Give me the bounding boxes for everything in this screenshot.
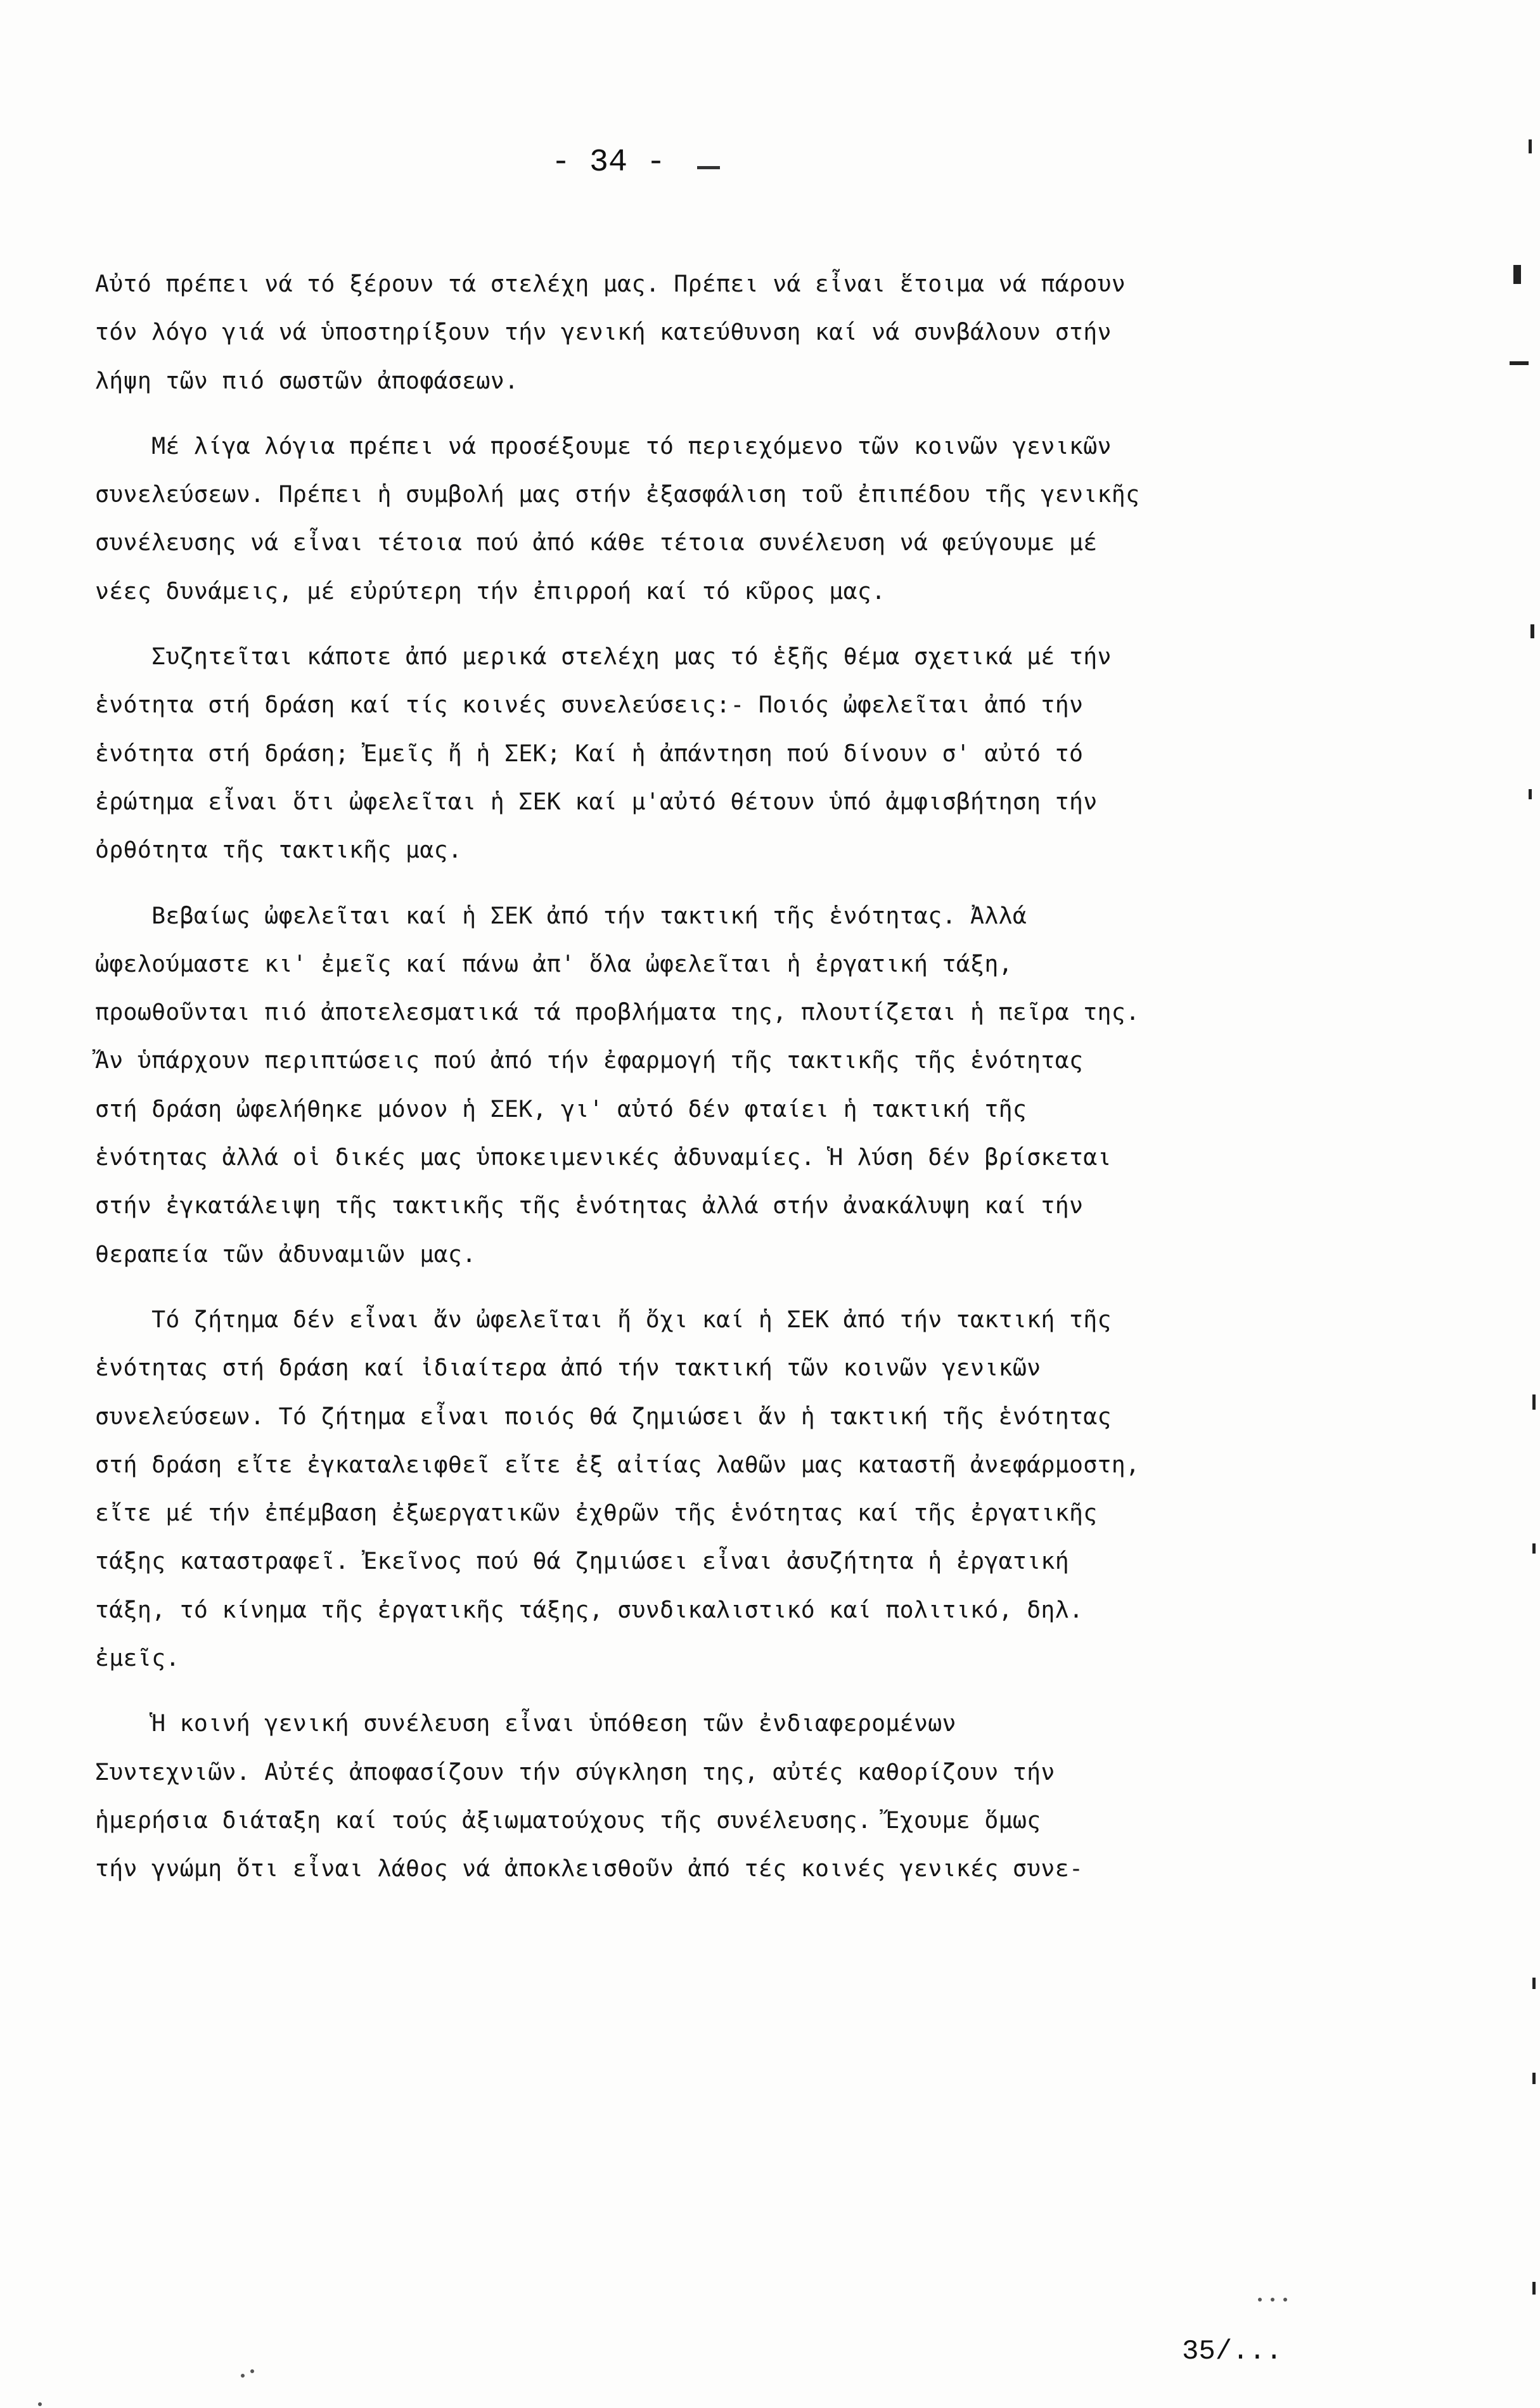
text-line: θεραπεία τῶν ἀδυναμιῶν μας. [95,1240,477,1268]
text-line: Συντεχνιῶν. Αὐτές ἀποφασίζουν τήν σύγκληση της, αὐτές καθορίζουν τήν [95,1758,1055,1786]
margin-mark [1532,2073,1536,2084]
margin-mark [1532,2282,1536,2295]
text-line: ὀρθότητα τῆς τακτικῆς μας. [95,836,463,864]
margin-mark [1532,1978,1536,1989]
body-text [95,260,1287,1893]
margin-mark [1530,624,1534,638]
margin-mark [1510,361,1529,365]
paragraph-gap [95,1682,1287,1699]
text-line: τόν λόγο γιά νά ὑποστηρίξουν τήν γενική κατεύθυνση καί νά συνβάλουν στήν [95,318,1112,346]
paragraph-gap [95,875,1287,892]
paragraph [95,633,1287,874]
text-line: λήψη τῶν πιό σωστῶν ἀποφάσεων. [95,366,519,394]
text-line: Ἡ κοινή γενική συνέλευση εἶναι ὑπόθεση τῶν ἐνδιαφερομένων [95,1709,956,1737]
scan-speck [1283,2298,1287,2302]
text-line: προωθοῦνται πιό ἀποτελεσματικά τά προβλήματα της, πλουτίζεται ἡ πεῖρα της. [95,998,1140,1026]
stray-dash-mark [697,166,720,169]
text-line: τάξης καταστραφεῖ. Ἐκεῖνος πού θά ζημιώσει εἶναι ἀσυζήτητα ἡ ἐργατική [95,1547,1069,1575]
text-line: ὠφελούμαστε κι' ἐμεῖς καί πάνω ἀπ' ὅλα ὠφελεῖται ἡ ἐργατική τάξη, [95,950,1013,977]
text-line: Συζητεῖται κάποτε ἀπό μερικά στελέχη μας τό ἑξῆς θέμα σχετικά μέ τήν [95,643,1112,671]
paragraph [95,892,1287,1278]
text-line: τήν γνώμη ὅτι εἶναι λάθος νά ἀποκλεισθοῦν ἀπό τές κοινές γενικές συνε- [95,1855,1084,1883]
text-line: τάξη, τό κίνημα τῆς ἐργατικῆς τάξης, συνδικαλιστικό καί πολιτικό, δηλ. [95,1595,1084,1623]
margin-mark [1532,1394,1536,1410]
scan-speck [241,2374,245,2378]
scan-speck [1258,2298,1262,2302]
page-number: - 34 - [551,145,666,181]
text-line: ἑνότητας στή δράση καί ἰδιαίτερα ἀπό τήν τακτική τῶν κοινῶν γενικῶν [95,1354,1041,1382]
margin-mark [1529,789,1532,799]
text-line: Βεβαίως ὠφελεῖται καί ἡ ΣΕΚ ἀπό τήν τακτική τῆς ἑνότητας. Ἀλλά [95,901,1027,929]
text-line: Τό ζήτημα δέν εἶναι ἄν ὠφελεῖται ἤ ὄχι καί ἡ ΣΕΚ ἀπό τήν τακτική τῆς [95,1305,1112,1333]
text-line: Μέ λίγα λόγια πρέπει νά προσέξουμε τό περιεχόμενο τῶν κοινῶν γενικῶν [95,432,1112,460]
margin-mark [1529,139,1532,153]
text-line: ἐμεῖς. [95,1644,180,1672]
paragraph [95,260,1287,405]
text-line: συνέλευσης νά εἶναι τέτοια πού ἀπό κάθε τέτοια συνέλευση νά φεύγουμε μέ [95,529,1098,557]
scan-speck [250,2369,254,2373]
text-line: εἴτε μέ τήν ἐπέμβαση ἐξωεργατικῶν ἐχθρῶν τῆς ἑνότητας καί τῆς ἐργατικῆς [95,1499,1098,1527]
text-line: ἐρώτημα εἶναι ὅτι ὠφελεῖται ἡ ΣΕΚ καί μ'αὐτό θέτουν ὑπό ἀμφισβήτηση τήν [95,787,1098,815]
paragraph-gap [95,615,1287,633]
paragraph [95,1699,1287,1893]
text-line: συνελεύσεων. Πρέπει ἡ συμβολή μας στήν ἐξασφάλιση τοῦ ἐπιπέδου τῆς γενικῆς [95,480,1140,508]
paragraph-gap [95,405,1287,422]
text-line: στή δράση εἴτε ἐγκαταλειφθεῖ εἴτε ἐξ αἰτίας λαθῶν μας καταστῆ ἀνεφάρμοστη, [95,1450,1140,1478]
paragraph [95,422,1287,615]
text-line: ἡμερήσια διάταξη καί τούς ἀξιωματούχους τῆς συνέλευσης. Ἔχουμε ὅμως [95,1806,1041,1834]
margin-mark [1513,265,1521,284]
text-line: στή δράση ὠφελήθηκε μόνον ἡ ΣΕΚ, γι' αὐτό δέν φταίει ἡ τακτική τῆς [95,1095,1027,1123]
continuation-marker: 35/... [1182,2336,1283,2367]
text-line: συνελεύσεων. Τό ζήτημα εἶναι ποιός θά ζημιώσει ἄν ἡ τακτική τῆς ἑνότητας [95,1402,1112,1430]
text-line: στήν ἐγκατάλειψη τῆς τακτικῆς τῆς ἑνότητας ἀλλά στήν ἀνακάλυψη καί τήν [95,1192,1084,1220]
text-line: ἑνότητας ἀλλά οἱ δικές μας ὑποκειμενικές ἀδυναμίες. Ἡ λύση δέν βρίσκεται [95,1143,1112,1171]
text-line: Αὐτό πρέπει νά τό ξέρουν τά στελέχη μας. Πρέπει νά εἶναι ἕτοιμα νά πάρουν [95,270,1126,297]
paragraph [95,1296,1287,1682]
scan-speck [38,2402,42,2406]
scan-speck [1271,2298,1274,2302]
text-line: Ἄν ὑπάρχουν περιπτώσεις πού ἀπό τήν ἐφαρμογή τῆς τακτικῆς τῆς ἑνότητας [95,1046,1084,1074]
text-line: ἑνότητα στή δράση καί τίς κοινές συνελεύσεις:- Ποιός ὠφελεῖται ἀπό τήν [95,691,1084,719]
margin-mark [1532,1543,1536,1554]
text-line: νέες δυνάμεις, μέ εὐρύτερη τήν ἐπιρροή καί τό κῦρος μας. [95,577,886,605]
text-line: ἑνότητα στή δράση; Ἐμεῖς ἤ ἡ ΣΕΚ; Καί ἡ ἀπάντηση πού δίνουν σ' αὐτό τό [95,739,1084,767]
paragraph-gap [95,1278,1287,1296]
